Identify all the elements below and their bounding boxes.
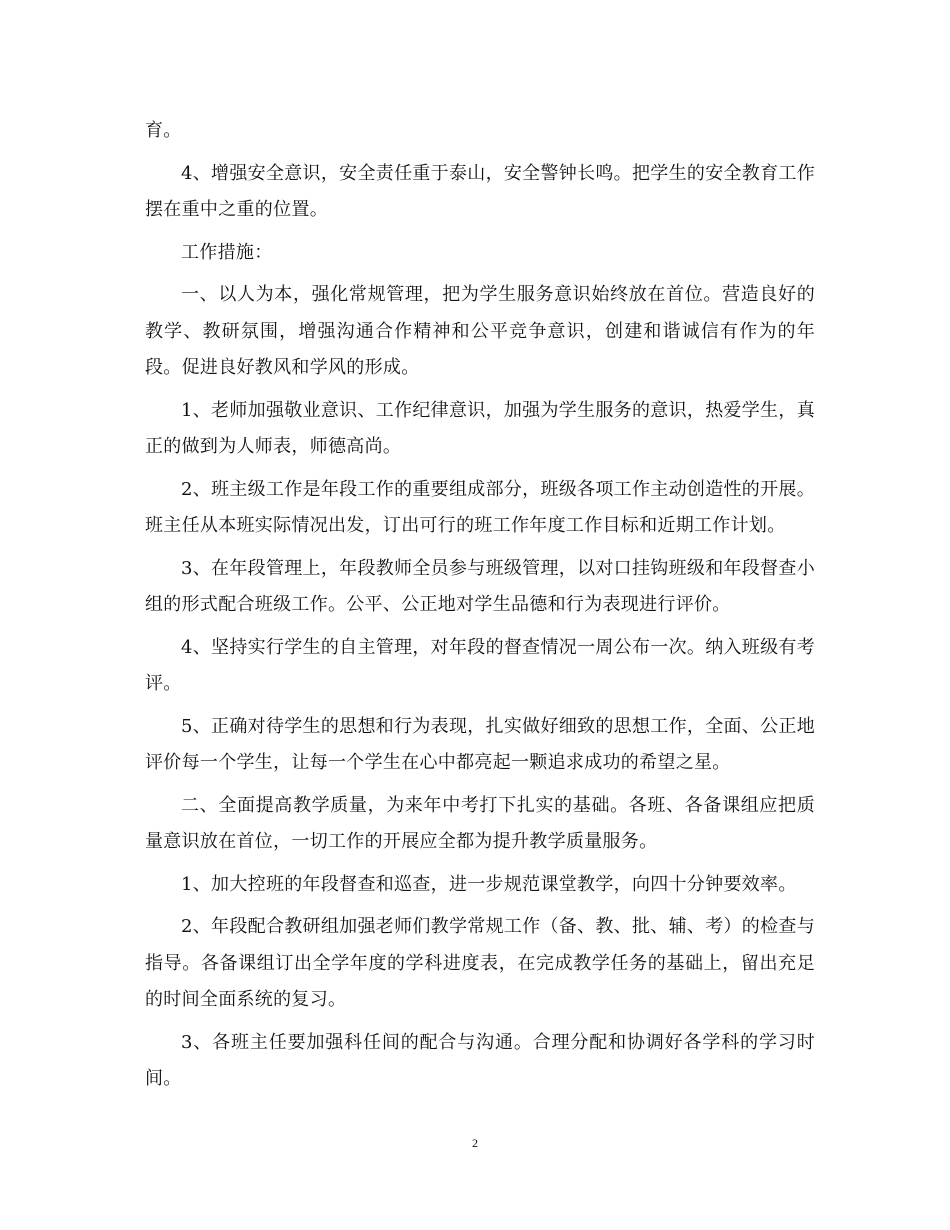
paragraph: 一、以人为本，强化常规管理，把为学生服务意识始终放在首位。营造良好的教学、教研氛围，增强沟通合作精神和公平竞争意识，创建和谐诚信有作为的年段。促进良好教风和学风的形成。	[145, 284, 815, 378]
paragraph: 育。	[145, 120, 182, 141]
paragraph: 2、班主级工作是年段工作的重要组成部分，班级各项工作主动创造性的开展。班主任从本班实际情况出发，订出可行的班工作年度工作目标和近期工作计划。	[145, 478, 815, 536]
paragraph-heading: 工作措施：	[181, 241, 273, 263]
paragraph: 1、老师加强敬业意识、工作纪律意识，加强为学生服务的意识，热爱学生，真正的做到为人师表，师德高尚。	[145, 399, 815, 457]
paragraph: 1、加大控班的年段督查和巡查，进一步规范课堂教学，向四十分钟要效率。	[181, 873, 797, 895]
document-body	[145, 113, 815, 1104]
paragraph: 3、在年段管理上，年段教师全员参与班级管理，以对口挂钩班级和年段督查小组的形式配合班级工作。公平、公正地对学生品德和行为表现进行评价。	[145, 557, 815, 615]
paragraph: 2、年段配合教研组加强老师们教学常规工作（备、教、批、辅、考）的检查与指导。各备课组订出全学年度的学科进度表，在完成教学任务的基础上，留出充足的时间全面系统的复习。	[145, 916, 815, 1010]
page-number: 2	[472, 1136, 478, 1150]
paragraph: 3、各班主任要加强科任间的配合与沟通。合理分配和协调好各学科的学习时间。	[145, 1031, 815, 1089]
paragraph: 5、正确对待学生的思想和行为表现，扎实做好细致的思想工作，全面、公正地评价每一个学生，让每一个学生在心中都亮起一颗追求成功的希望之星。	[145, 715, 815, 773]
paragraph: 4、坚持实行学生的自主管理，对年段的督查情况一周公布一次。纳入班级有考评。	[145, 636, 815, 694]
paragraph: 二、全面提高教学质量，为来年中考打下扎实的基础。各班、各备课组应把质量意识放在首位，一切工作的开展应全都为提升教学质量服务。	[145, 794, 815, 852]
paragraph: 4、增强安全意识，安全责任重于泰山，安全警钟长鸣。把学生的安全教育工作摆在重中之重的位置。	[145, 162, 815, 220]
